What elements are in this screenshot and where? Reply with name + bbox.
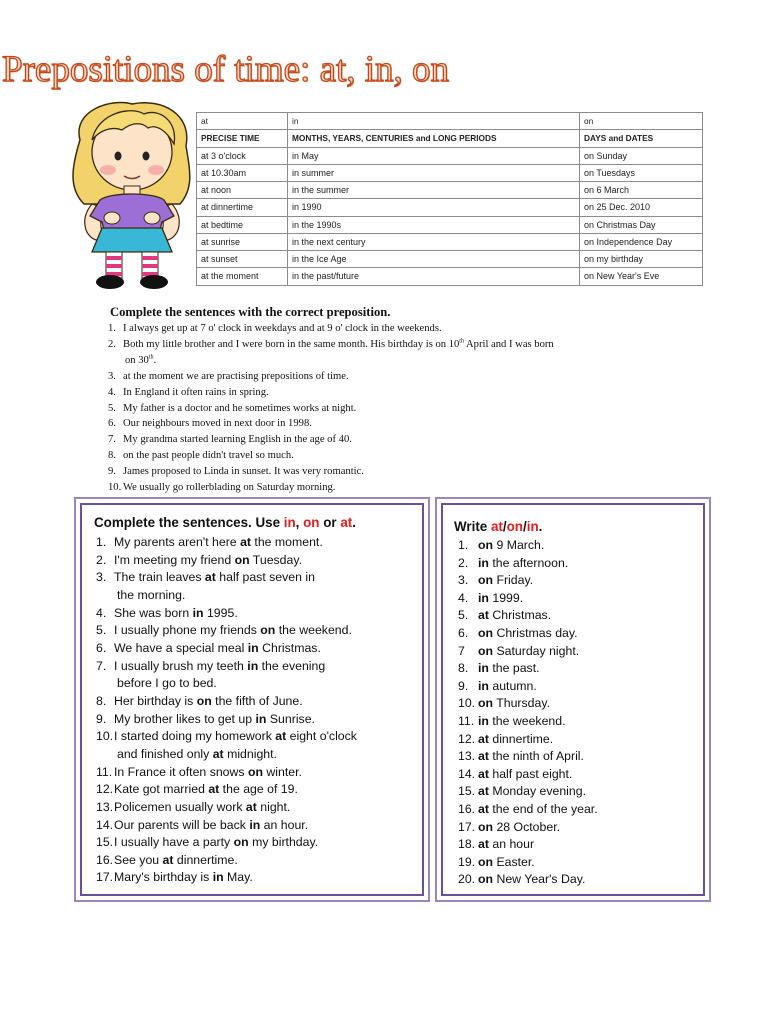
item-text: half past eight. bbox=[488, 766, 573, 781]
item-continuation bbox=[96, 746, 422, 764]
item-answer: in bbox=[478, 590, 489, 605]
item-text: Christmas. bbox=[488, 608, 552, 623]
title-main: Prepositions of time: bbox=[2, 49, 320, 90]
item-answer: on bbox=[478, 573, 494, 588]
item-answer: in bbox=[247, 640, 259, 655]
item-text: dinnertime. bbox=[173, 852, 238, 867]
item-number: 13. bbox=[458, 749, 476, 764]
item-text: the age of 19. bbox=[219, 782, 298, 797]
exercise-1-item bbox=[108, 448, 708, 464]
item-answer: at bbox=[478, 837, 489, 852]
item-answer: in bbox=[478, 678, 489, 693]
item-number: 10. bbox=[458, 696, 476, 711]
item-number: 15. bbox=[96, 835, 114, 850]
heading-word-at: at bbox=[340, 515, 353, 530]
item-answer: on bbox=[478, 625, 494, 640]
item-text: and finished only bbox=[117, 746, 213, 761]
table-cell: in the past/future bbox=[288, 268, 580, 285]
exercise-1-item bbox=[108, 464, 708, 480]
item-number: 1. bbox=[96, 535, 107, 549]
exercise-3-item bbox=[458, 766, 703, 784]
item-superscript: th bbox=[459, 338, 464, 345]
item-number: 6. bbox=[96, 640, 107, 655]
item-number: 11. bbox=[458, 713, 475, 728]
exercise-3-item bbox=[458, 731, 703, 749]
table-cell: at sunrise bbox=[197, 233, 288, 250]
item-text: an hour. bbox=[260, 817, 309, 832]
exercise-3-item bbox=[458, 625, 703, 643]
item-text: We usually go rollerblading on Saturday morning. bbox=[123, 482, 336, 494]
table-cell: in 1990 bbox=[288, 199, 580, 216]
exercise-1-item bbox=[108, 321, 708, 337]
item-text: I started doing my homework bbox=[114, 729, 276, 744]
item-number: 13. bbox=[96, 799, 114, 814]
table-row bbox=[197, 199, 703, 216]
item-text: Kate got married bbox=[114, 782, 209, 797]
item-number: 2. bbox=[458, 555, 469, 570]
item-number: 2. bbox=[108, 338, 116, 350]
item-text: New Year's Day. bbox=[493, 872, 586, 887]
exercise-2-item bbox=[96, 799, 422, 817]
heading-sep: . bbox=[538, 519, 543, 534]
heading-word-on: on bbox=[303, 515, 320, 530]
item-answer: in bbox=[249, 817, 261, 832]
item-answer: on bbox=[247, 764, 263, 779]
heading-sep: / bbox=[502, 519, 507, 534]
table-subheader-row bbox=[197, 130, 703, 147]
exercise-3-item bbox=[458, 590, 703, 608]
table-row bbox=[197, 268, 703, 285]
item-text: Saturday night. bbox=[493, 643, 580, 658]
item-answer: in bbox=[212, 870, 224, 885]
item-number: 1. bbox=[108, 323, 116, 334]
item-number: 3. bbox=[108, 370, 116, 382]
table-subheader-cell: DAYS and DATES bbox=[580, 130, 703, 147]
exercise-1-item bbox=[108, 416, 708, 432]
exercise-2-item bbox=[96, 640, 422, 658]
item-text: Her birthday is bbox=[114, 693, 197, 708]
item-answer: at bbox=[478, 749, 489, 764]
exercise-3-item bbox=[458, 748, 703, 766]
item-text: the weekend. bbox=[488, 713, 566, 728]
table-cell: in the next century bbox=[288, 233, 580, 250]
item-number: 3. bbox=[458, 573, 469, 588]
item-text: 1995. bbox=[203, 605, 238, 620]
item-text: She was born bbox=[114, 605, 193, 620]
table-cell: at the moment bbox=[197, 268, 288, 285]
item-answer: at bbox=[478, 608, 489, 623]
item-text: My parents aren't here bbox=[114, 535, 241, 549]
heading-word-at: at bbox=[490, 519, 503, 534]
item-continuation: before I go to bed. bbox=[117, 676, 217, 691]
table-row bbox=[197, 216, 703, 233]
item-text: James proposed to Linda in sunset. It was very romantic. bbox=[123, 466, 364, 478]
table-cell: at 3 o'clock bbox=[197, 147, 288, 164]
title-words: at, in, on bbox=[319, 49, 450, 90]
item-number: 9. bbox=[108, 466, 116, 478]
item-number: 14. bbox=[96, 817, 114, 832]
table-row bbox=[197, 164, 703, 181]
item-answer: at bbox=[478, 784, 489, 799]
exercise-3-item bbox=[458, 854, 703, 872]
table-row bbox=[197, 147, 703, 164]
exercise-3-item bbox=[458, 713, 703, 731]
item-answer: at bbox=[275, 729, 287, 744]
item-answer: in bbox=[247, 658, 259, 673]
item-answer: on bbox=[478, 696, 494, 711]
heading-text: Complete the sentences. Use bbox=[94, 515, 284, 530]
exercise-2-item bbox=[96, 569, 422, 604]
item-number: 4. bbox=[96, 605, 107, 620]
item-answer: on bbox=[233, 835, 249, 850]
item-text: Easter. bbox=[493, 854, 535, 869]
item-answer: in bbox=[192, 605, 204, 620]
exercise-3-item bbox=[458, 783, 703, 801]
item-number: 16. bbox=[96, 852, 114, 867]
item-number: 12. bbox=[458, 731, 476, 746]
exercise-2-item bbox=[96, 711, 422, 729]
item-text: I usually phone my friends bbox=[114, 623, 261, 638]
item-answer: on bbox=[478, 643, 494, 658]
item-answer: on bbox=[478, 538, 494, 552]
exercise-3-item bbox=[458, 607, 703, 625]
table-cell: at sunset bbox=[197, 251, 288, 268]
exercise-1-item bbox=[108, 369, 708, 385]
exercise-2-item bbox=[96, 622, 422, 640]
exercise-1 bbox=[108, 304, 708, 496]
table-row bbox=[197, 233, 703, 250]
item-answer: on bbox=[478, 872, 494, 887]
item-answer: at bbox=[204, 570, 216, 585]
exercise-2-item bbox=[96, 817, 422, 835]
exercise-2-item bbox=[96, 552, 422, 570]
item-text: 1999. bbox=[488, 590, 524, 605]
item-text: winter. bbox=[263, 764, 302, 779]
item-number: 20. bbox=[458, 872, 476, 887]
item-text: In France it often snows bbox=[114, 764, 248, 779]
item-answer: in bbox=[255, 711, 267, 726]
worksheet-title bbox=[2, 48, 702, 92]
item-answer: at bbox=[478, 801, 489, 816]
item-text: Mary's birthday is bbox=[114, 870, 213, 885]
exercise-2-item bbox=[96, 764, 422, 782]
item-answer: on bbox=[478, 854, 494, 869]
item-number: 11. bbox=[96, 764, 113, 779]
table-cell: at dinnertime bbox=[197, 199, 288, 216]
item-number: 16. bbox=[458, 801, 476, 816]
item-answer: on bbox=[234, 552, 250, 567]
item-answer: at bbox=[212, 746, 224, 761]
item-text: Sunrise. bbox=[266, 711, 315, 726]
item-number: 1. bbox=[458, 538, 469, 552]
item-text: My father is a doctor and he sometimes works at night. bbox=[123, 402, 357, 414]
item-number: 14. bbox=[458, 766, 476, 781]
item-text: the evening bbox=[258, 658, 326, 673]
item-number: 17. bbox=[96, 870, 114, 885]
exercise-3-heading bbox=[454, 518, 703, 536]
item-answer: at bbox=[208, 782, 220, 797]
exercise-2-item bbox=[96, 869, 422, 887]
exercise-1-heading: Complete the sentences with the correct preposition. bbox=[110, 305, 391, 319]
table-cell: in May bbox=[288, 147, 580, 164]
item-text: Our neighbours moved in next door in 1998. bbox=[123, 418, 312, 430]
prepositions-table bbox=[196, 112, 703, 286]
heading-sep: / bbox=[522, 519, 527, 534]
item-text: my birthday. bbox=[248, 835, 319, 850]
exercise-1-item bbox=[108, 337, 708, 369]
item-text: Christmas day. bbox=[493, 625, 578, 640]
exercise-1-list bbox=[108, 321, 708, 496]
item-text: the afternoon. bbox=[488, 555, 569, 570]
item-text: autumn. bbox=[488, 678, 537, 693]
item-text: Friday. bbox=[493, 573, 534, 588]
item-text: midnight. bbox=[223, 746, 277, 761]
item-text: eight o'clock bbox=[286, 729, 357, 744]
item-answer: at bbox=[245, 799, 257, 814]
exercise-3-item bbox=[458, 537, 703, 555]
item-number: 12. bbox=[96, 782, 114, 797]
item-number: 7 bbox=[458, 643, 465, 658]
exercise-2-item bbox=[96, 834, 422, 852]
item-text: half past seven in bbox=[215, 570, 315, 585]
exercise-3-item bbox=[458, 819, 703, 837]
heading-sep: . bbox=[352, 515, 356, 530]
item-number: 2. bbox=[96, 552, 107, 567]
table-cell: on Sunday bbox=[580, 147, 703, 164]
table-cell: on my birthday bbox=[580, 251, 703, 268]
item-number: 19. bbox=[458, 854, 476, 869]
item-number: 7. bbox=[108, 434, 116, 446]
heading-sep: , bbox=[295, 515, 304, 530]
exercise-2-item bbox=[96, 605, 422, 623]
item-text: We have a special meal bbox=[114, 640, 248, 655]
exercise-3-item bbox=[458, 678, 703, 696]
item-number: 3. bbox=[96, 570, 107, 585]
item-answer: in bbox=[478, 555, 489, 570]
exercise-2-item bbox=[96, 852, 422, 870]
item-text: Our parents will be back bbox=[114, 817, 250, 832]
item-number: 10. bbox=[108, 482, 122, 494]
item-text: Policemen usually work bbox=[114, 799, 246, 814]
item-number: 15. bbox=[458, 784, 476, 799]
item-text: the ninth of April. bbox=[488, 749, 584, 764]
item-text: on the past people didn't travel so much. bbox=[123, 450, 294, 462]
item-text: . bbox=[153, 354, 157, 366]
item-text: I usually brush my teeth bbox=[114, 658, 248, 673]
item-number: 7. bbox=[96, 658, 107, 673]
exercise-1-item bbox=[108, 401, 708, 417]
heading-word-in: in bbox=[526, 519, 539, 534]
table-header-cell: at bbox=[197, 113, 288, 130]
exercise-3-item bbox=[458, 555, 703, 573]
item-continuation bbox=[123, 353, 708, 369]
item-number: 6. bbox=[458, 625, 469, 640]
item-text: May. bbox=[223, 870, 253, 885]
item-continuation: the morning. bbox=[117, 587, 186, 602]
item-text: I usually have a party bbox=[114, 835, 234, 850]
item-text: night. bbox=[256, 799, 291, 814]
exercise-1-item bbox=[108, 432, 708, 448]
table-row bbox=[197, 182, 703, 199]
exercise-2-heading bbox=[94, 514, 422, 532]
table-header-cell: on bbox=[580, 113, 703, 130]
exercise-3-box bbox=[435, 497, 711, 902]
heading-word-on: on bbox=[506, 519, 523, 534]
item-text: 9 March. bbox=[493, 538, 545, 552]
exercise-2-list bbox=[96, 534, 422, 887]
item-text: on 30 bbox=[125, 354, 149, 366]
heading-word-in: in bbox=[283, 515, 296, 530]
exercise-3-item bbox=[458, 572, 703, 590]
table-cell: at noon bbox=[197, 182, 288, 199]
exercise-2-item bbox=[96, 781, 422, 799]
item-text: Christmas. bbox=[258, 640, 321, 655]
heading-sep: or bbox=[319, 515, 341, 530]
item-text: at the moment we are practising prepositions of time. bbox=[123, 370, 349, 382]
item-text: Tuesday. bbox=[249, 552, 303, 567]
item-text: I always get up at 7 o' clock in weekdays and at 9 o' clock in the weekends. bbox=[123, 323, 442, 334]
item-answer: at bbox=[478, 731, 489, 746]
item-text: The train leaves bbox=[114, 570, 205, 585]
exercise-3-item bbox=[458, 643, 703, 661]
exercise-1-item bbox=[108, 385, 708, 401]
exercise-3-item bbox=[458, 695, 703, 713]
girl-illustration bbox=[62, 100, 200, 292]
exercise-2-box bbox=[74, 497, 430, 902]
table-cell: at 10.30am bbox=[197, 164, 288, 181]
item-number: 9. bbox=[96, 711, 107, 726]
item-number: 4. bbox=[108, 386, 116, 398]
item-number: 6. bbox=[108, 418, 116, 430]
item-text: Both my little brother and I were born in the same month. His birthday is on 10 bbox=[123, 338, 460, 350]
item-answer: at bbox=[240, 535, 251, 549]
table-cell: in the 1990s bbox=[288, 216, 580, 233]
item-answer: on bbox=[260, 623, 276, 638]
exercise-2-item bbox=[96, 534, 422, 552]
item-text: the past. bbox=[488, 661, 540, 676]
item-number: 18. bbox=[458, 837, 476, 852]
exercise-2-item bbox=[96, 658, 422, 693]
table-cell: at bedtime bbox=[197, 216, 288, 233]
item-text: dinnertime. bbox=[488, 731, 554, 746]
item-text: In England it often rains in spring. bbox=[123, 386, 269, 398]
item-text: My grandma started learning English in the age of 40. bbox=[123, 434, 352, 446]
table-cell: on 6 March bbox=[580, 182, 703, 199]
item-number: 10. bbox=[96, 729, 114, 744]
item-text: 28 October. bbox=[493, 819, 561, 834]
exercise-3-item bbox=[458, 871, 703, 889]
item-text: Thursday. bbox=[493, 696, 550, 711]
table-cell: on New Year's Eve bbox=[580, 268, 703, 285]
item-text: the fifth of June. bbox=[211, 693, 303, 708]
item-answer: on bbox=[478, 819, 494, 834]
item-superscript: th bbox=[148, 354, 154, 361]
table-cell: on Christmas Day bbox=[580, 216, 703, 233]
item-answer: in bbox=[478, 713, 489, 728]
table-row bbox=[197, 251, 703, 268]
item-number: 8. bbox=[108, 450, 116, 462]
exercise-2-item bbox=[96, 693, 422, 711]
exercise-3-item bbox=[458, 801, 703, 819]
table-cell: in the summer bbox=[288, 182, 580, 199]
item-text: See you bbox=[114, 852, 163, 867]
table-subheader-cell: PRECISE TIME bbox=[197, 130, 288, 147]
item-number: 9. bbox=[458, 678, 469, 693]
table-cell: in summer bbox=[288, 164, 580, 181]
item-answer: in bbox=[478, 661, 489, 676]
table-cell: on 25 Dec. 2010 bbox=[580, 199, 703, 216]
item-text: the weekend. bbox=[275, 623, 352, 638]
item-text: My brother likes to get up bbox=[114, 711, 256, 726]
item-answer: on bbox=[196, 693, 212, 708]
item-text: Monday evening. bbox=[488, 784, 587, 799]
exercise-1-item bbox=[108, 480, 708, 496]
table-subheader-cell: MONTHS, YEARS, CENTURIES and LONG PERIODS bbox=[288, 130, 580, 147]
item-text: the moment. bbox=[251, 535, 323, 549]
heading-text: Write bbox=[454, 519, 491, 534]
item-text: April and I was born bbox=[463, 338, 554, 350]
item-number: 8. bbox=[458, 661, 469, 676]
item-text: the end of the year. bbox=[488, 801, 598, 816]
item-number: 5. bbox=[96, 623, 107, 638]
item-number: 17. bbox=[458, 819, 476, 834]
table-header-row bbox=[197, 113, 703, 130]
exercise-2-item bbox=[96, 728, 422, 763]
exercise-3-item bbox=[458, 660, 703, 678]
table-cell: on Independence Day bbox=[580, 233, 703, 250]
table-cell: on Tuesdays bbox=[580, 164, 703, 181]
item-number: 8. bbox=[96, 693, 107, 708]
item-answer: at bbox=[162, 852, 174, 867]
item-number: 5. bbox=[458, 608, 469, 623]
table-cell: in the Ice Age bbox=[288, 251, 580, 268]
exercise-3-list bbox=[458, 537, 703, 889]
exercise-3-item bbox=[458, 836, 703, 854]
item-answer: at bbox=[478, 766, 489, 781]
item-number: 5. bbox=[108, 402, 116, 414]
item-text: I'm meeting my friend bbox=[114, 552, 235, 567]
item-text: an hour bbox=[488, 837, 535, 852]
table-header-cell: in bbox=[288, 113, 580, 130]
item-number: 4. bbox=[458, 590, 469, 605]
